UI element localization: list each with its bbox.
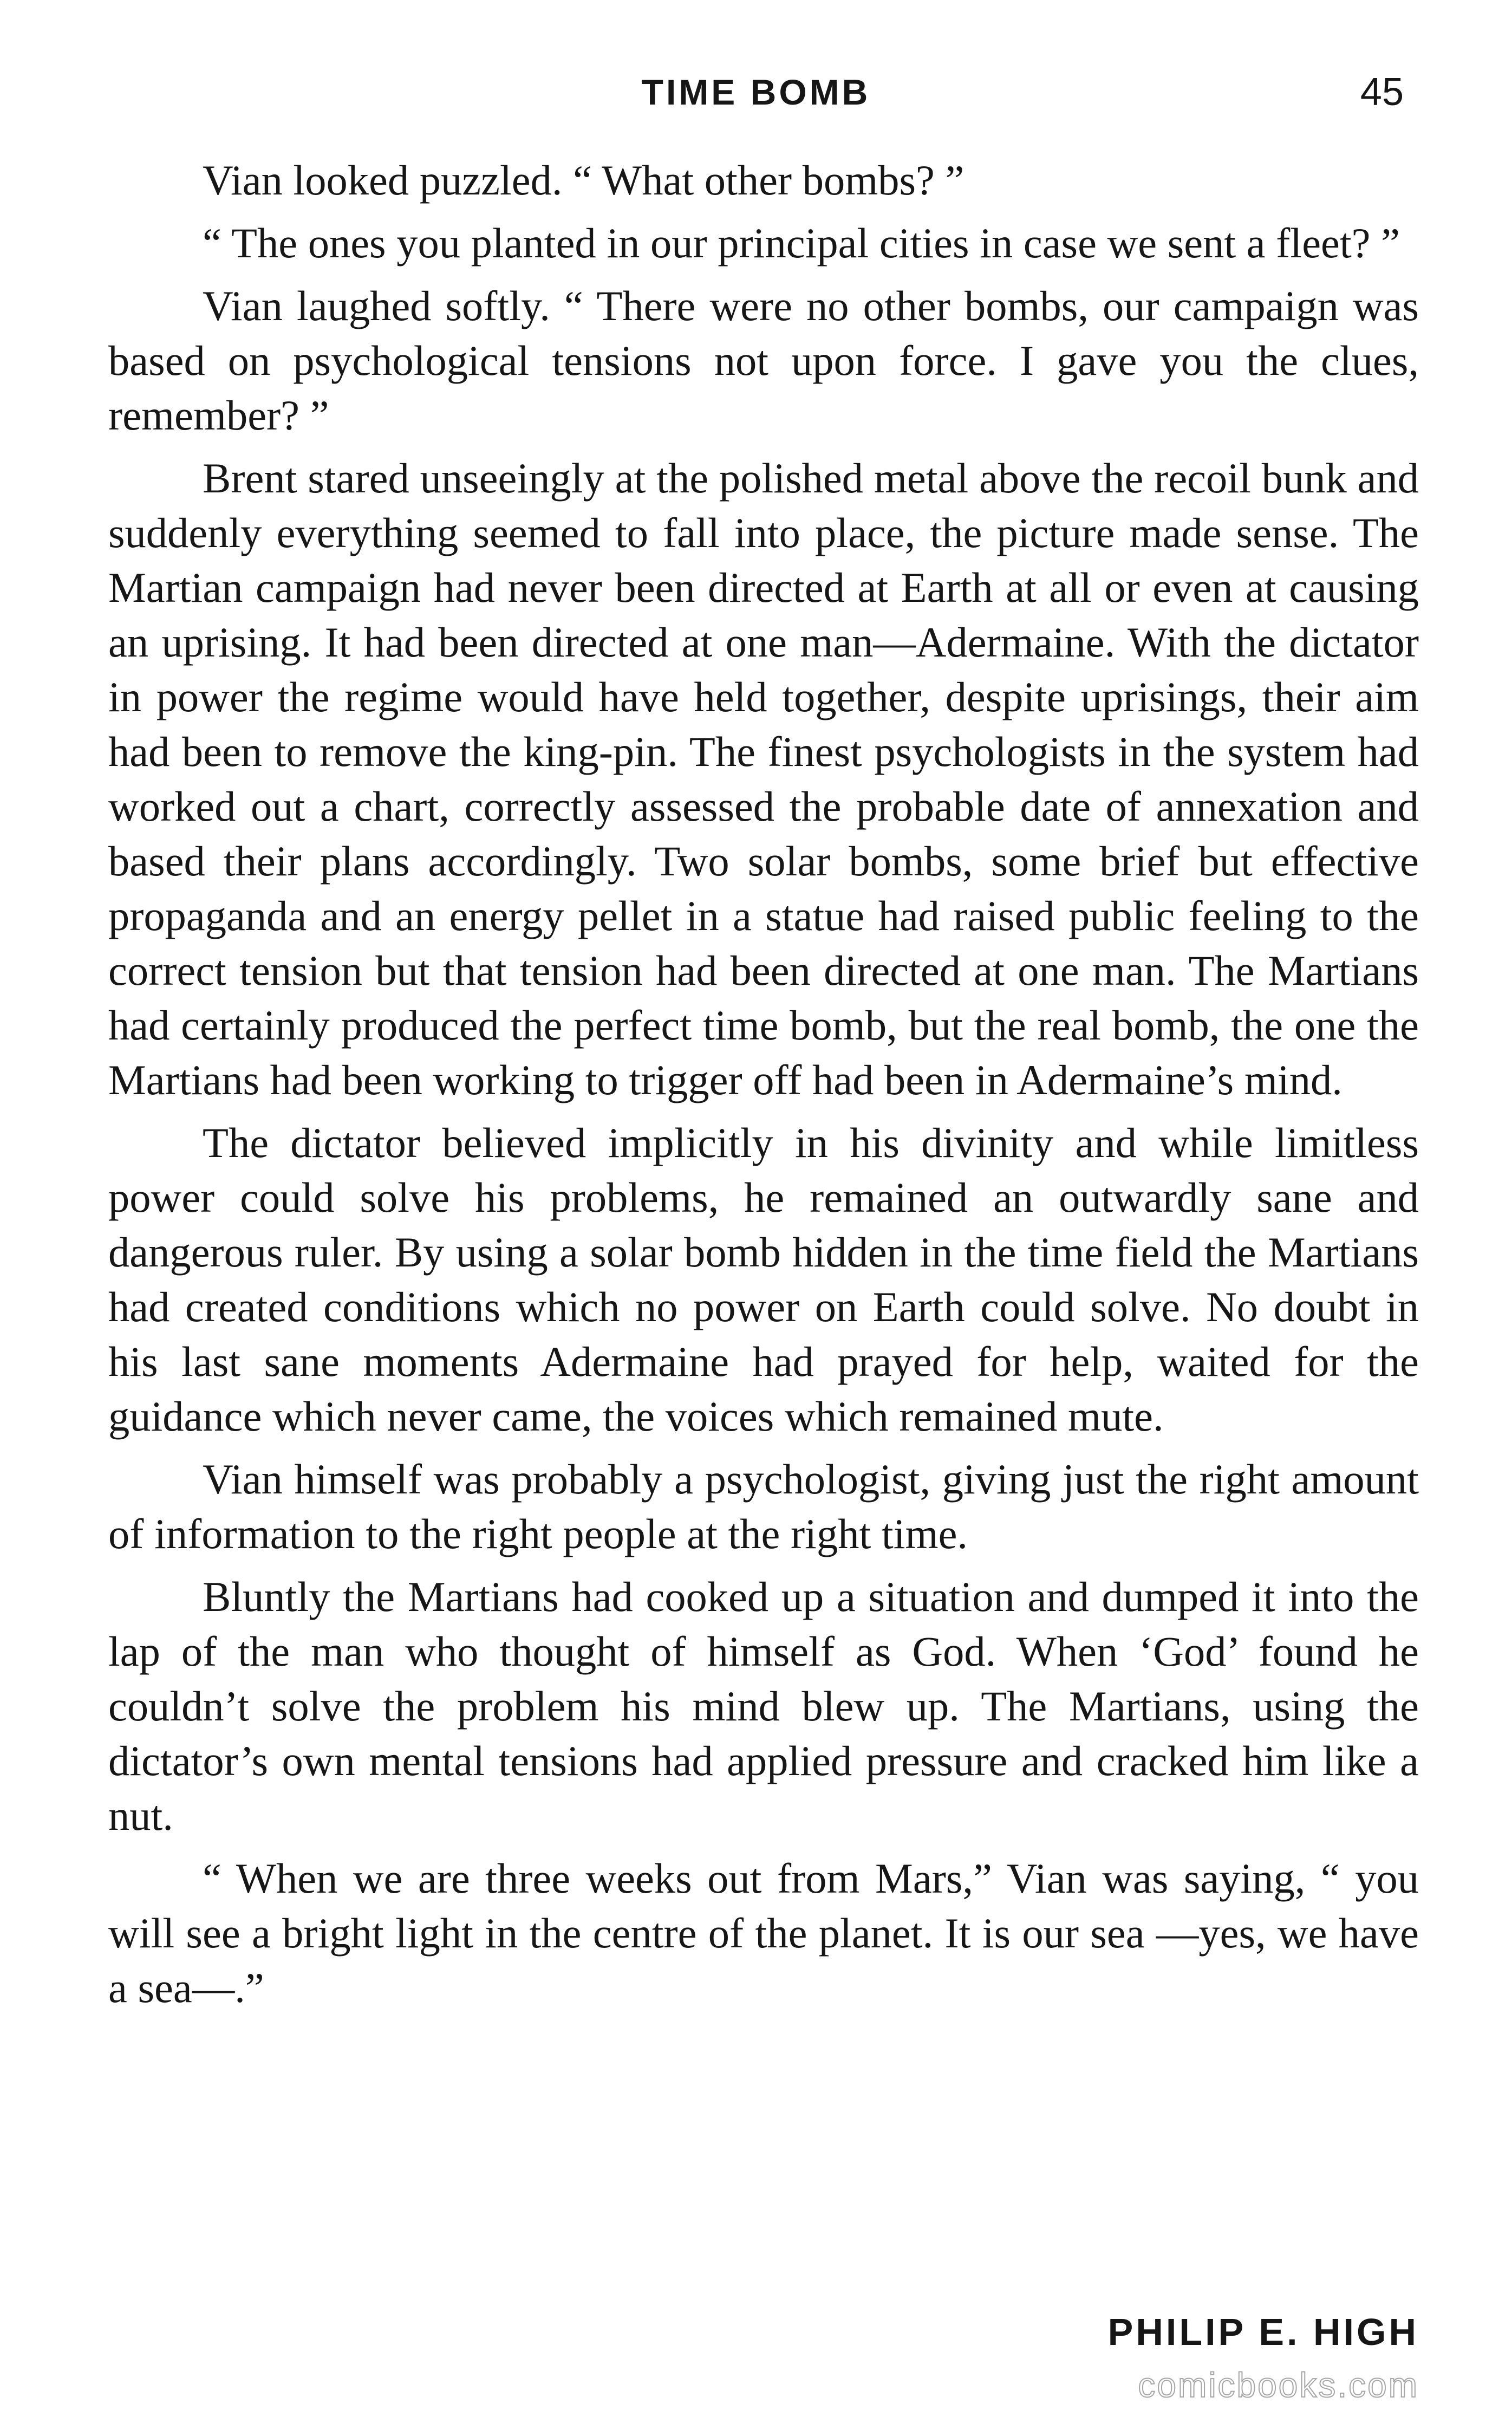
page-number: 45	[1360, 70, 1404, 114]
paragraph: “ The ones you planted in our principal cities in case we sent a fleet? ”	[203, 219, 1400, 267]
body-text	[108, 153, 1419, 2023]
running-title: TIME BOMB	[641, 72, 871, 112]
paragraph: Vian himself was probably a psychologist, giving just the right amount of information to the right people at the right time.	[108, 1456, 1419, 1557]
watermark: comicbooks.com	[1138, 2366, 1419, 2405]
paragraph: The dictator believed implicitly in his divinity and while limitless power could solve his problems, he remained an outwardly sane and dangerous ruler. By using a solar bomb hidden in the time field the Martians had created conditions which no power on Earth could solve. No doubt in his last sane moments Adermaine had prayed for help, waited for the guidance which never came, the voices which remained mute.	[108, 1119, 1419, 1440]
paragraph: Bluntly the Martians had cooked up a situation and dumped it into the lap of the man who thought of himself as God. When ‘God’ found he couldn’t solve the problem his mind blew up. The Martians, using the dictator’s own mental tensions had applied pressure and cracked him like a nut.	[108, 1573, 1419, 1839]
running-head	[108, 62, 1404, 122]
author-signature: PHILIP E. HIGH	[1107, 2311, 1419, 2353]
paragraph: Vian laughed softly. “ There were no other bombs, our campaign was based on psychological tensions not upon force. I gave you the clues, remember? ”	[108, 282, 1419, 439]
paragraph: Brent stared unseeingly at the polished metal above the recoil bunk and suddenly everything seemed to fall into place, the picture made sense. The Martian campaign had never been directed at Earth at all or even at causing an uprising. It had been directed at one man—Adermaine. With the dictator in power the regime would have held together, despite uprisings, their aim had been to remove the king-pin. The finest psychologists in the system had worked out a chart, correctly assessed the probable date of annexation and based their plans accordingly. Two solar bombs, some brief but effective propaganda and an energy pellet in a statue had raised public feeling to the correct tension but that tension had been directed at one man. The Martians had certainly produced the perfect time bomb, but the real bomb, the one the Martians had been working to trigger off had been in Adermaine’s mind.	[108, 454, 1419, 1103]
paragraph: “ When we are three weeks out from Mars,” Vian was saying, “ you will see a bright light in the centre of the planet. It is our sea —yes, we have a sea—.”	[108, 1855, 1419, 2011]
paragraph: Vian looked puzzled. “ What other bombs? ”	[203, 157, 964, 204]
